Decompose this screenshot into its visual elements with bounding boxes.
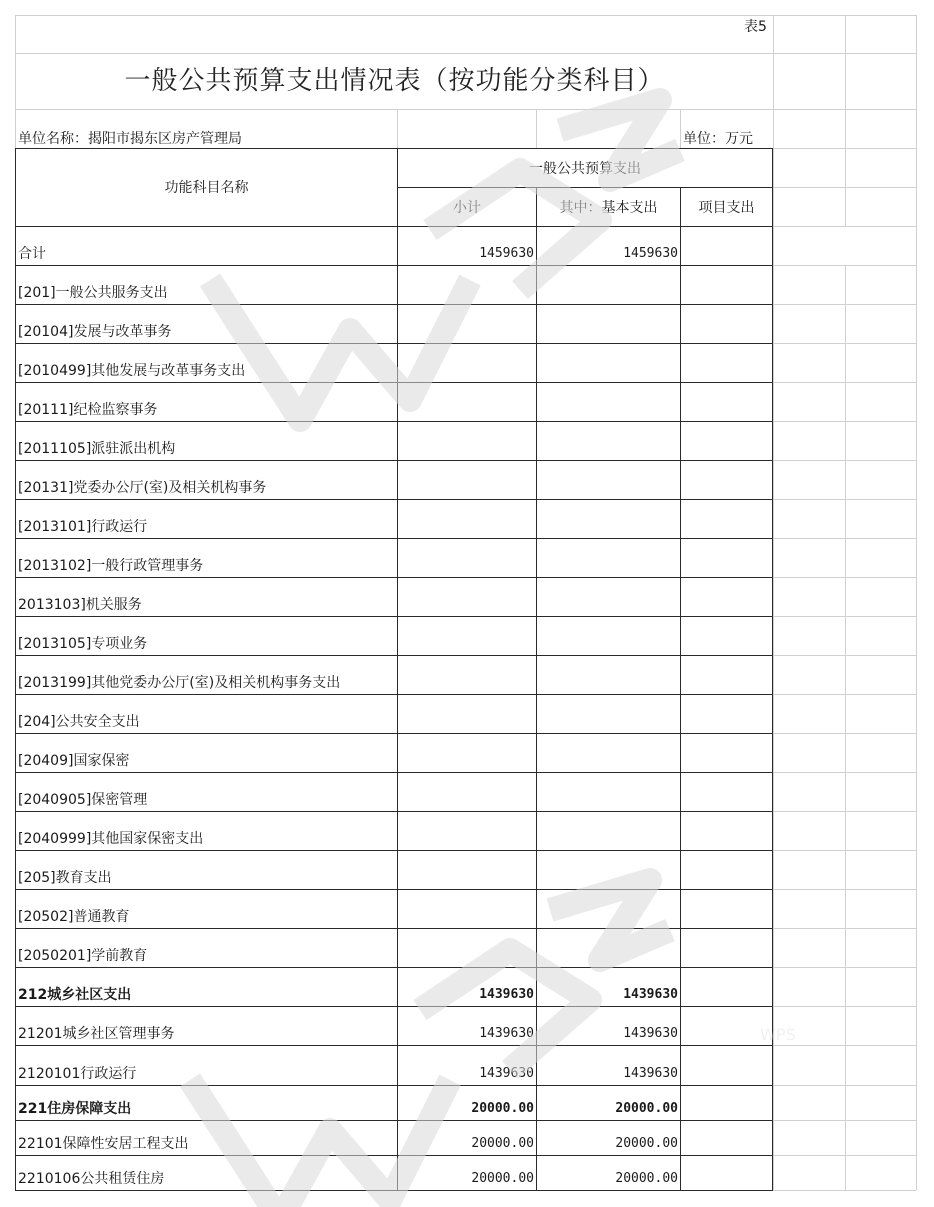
- row-name: [205]教育支出: [18, 870, 112, 886]
- row-border: [15, 967, 773, 968]
- gridline: [536, 109, 537, 149]
- row-border: [15, 1045, 773, 1046]
- row-border: [15, 499, 773, 500]
- row-name: [20502]普通教育: [18, 909, 130, 925]
- gridline: [845, 265, 846, 1190]
- row-border: [15, 1155, 773, 1156]
- row-border: [15, 772, 773, 773]
- table-border: [15, 226, 773, 227]
- row-name: 2210106公共租赁住房: [18, 1171, 165, 1187]
- row-basic: 1439630: [623, 987, 678, 1002]
- row-name: [2050201]学前教育: [18, 948, 148, 964]
- row-border: [15, 265, 773, 266]
- gridline: [773, 1120, 916, 1121]
- row-border: [15, 694, 773, 695]
- gridline: [773, 304, 916, 305]
- row-name: 221住房保障支出: [18, 1101, 132, 1117]
- row-name: [201]一般公共服务支出: [18, 285, 168, 301]
- row-basic: 1459630: [623, 246, 678, 261]
- row-border: [15, 460, 773, 461]
- row-subtotal: 20000.00: [471, 1136, 534, 1151]
- row-subtotal: 1439630: [479, 1026, 534, 1041]
- row-border: [15, 382, 773, 383]
- row-border: [15, 850, 773, 851]
- row-border: [15, 538, 773, 539]
- row-border: [15, 1085, 773, 1086]
- row-basic: 1439630: [623, 1066, 678, 1081]
- header-basic-expenditure: 其中：基本支出: [559, 200, 658, 216]
- row-name: 22101保障性安居工程支出: [18, 1136, 189, 1152]
- row-border: [15, 655, 773, 656]
- row-border: [15, 733, 773, 734]
- gridline: [773, 460, 916, 461]
- header-project-expenditure: 项目支出: [698, 200, 755, 216]
- row-name: [2011105]派驻派出机构: [18, 441, 176, 457]
- row-subtotal: 20000.00: [471, 1171, 534, 1186]
- gridline: [845, 15, 846, 226]
- row-name: [20131]党委办公厅(室)及相关机构事务: [18, 480, 267, 496]
- gridline: [15, 15, 916, 16]
- gridline: [773, 1085, 916, 1086]
- gridline: [773, 811, 916, 812]
- gridline: [397, 109, 398, 149]
- header-budget-group: 一般公共预算支出: [529, 161, 641, 177]
- row-subtotal: 1459630: [479, 246, 534, 261]
- row-name: [2013101]行政运行: [18, 519, 148, 535]
- row-name: 2013103]机关服务: [18, 597, 142, 613]
- gridline: [773, 967, 916, 968]
- gridline: [773, 772, 916, 773]
- row-border: [15, 421, 773, 422]
- row-border: [15, 1120, 773, 1121]
- table-border: [397, 187, 773, 188]
- row-border: [15, 1006, 773, 1007]
- row-border: [15, 811, 773, 812]
- gridline: [916, 15, 917, 1190]
- row-name: [2013105]专项业务: [18, 636, 148, 652]
- unit-label: 单位：万元: [683, 131, 753, 147]
- gridline: [773, 733, 916, 734]
- row-name: 2120101行政运行: [18, 1066, 137, 1082]
- gridline: [773, 850, 916, 851]
- row-name: [2040905]保密管理: [18, 792, 148, 808]
- table-border: [15, 148, 773, 149]
- gridline: [773, 616, 916, 617]
- gridline: [773, 694, 916, 695]
- gridline: [680, 109, 681, 149]
- gridline: [15, 109, 916, 110]
- row-border: [15, 577, 773, 578]
- row-basic: 20000.00: [615, 1101, 678, 1116]
- row-subtotal: 1439630: [479, 1066, 534, 1081]
- row-border: [15, 1190, 773, 1191]
- row-name: [2013199]其他党委办公厅(室)及相关机构事务支出: [18, 675, 341, 691]
- gridline: [773, 226, 916, 227]
- gridline: [773, 1190, 916, 1191]
- row-subtotal: 1439630: [479, 987, 534, 1002]
- watermark-text: WPS: [760, 1025, 796, 1044]
- row-subtotal: 20000.00: [471, 1101, 534, 1116]
- gridline: [773, 1045, 916, 1046]
- row-border: [15, 304, 773, 305]
- gridline: [773, 1155, 916, 1156]
- gridline: [773, 928, 916, 929]
- gridline: [15, 53, 916, 54]
- row-basic: 1439630: [623, 1026, 678, 1041]
- gridline: [773, 538, 916, 539]
- table-number: 表5: [744, 19, 767, 35]
- row-name: 21201城乡社区管理事务: [18, 1026, 175, 1042]
- gridline: [773, 382, 916, 383]
- row-border: [15, 616, 773, 617]
- gridline: [773, 15, 774, 1190]
- row-name: [204]公共安全支出: [18, 714, 140, 730]
- gridline: [773, 577, 916, 578]
- table-border: [680, 187, 681, 1190]
- gridline: [773, 1006, 916, 1007]
- row-name: 212城乡社区支出: [18, 987, 132, 1003]
- row-border: [15, 343, 773, 344]
- row-name: [2013102]一般行政管理事务: [18, 558, 204, 574]
- header-function-name: 功能科目名称: [164, 180, 249, 196]
- gridline: [773, 655, 916, 656]
- row-border: [15, 928, 773, 929]
- gridline: [773, 421, 916, 422]
- row-name: [20104]发展与改革事务: [18, 324, 172, 340]
- page-title: 一般公共预算支出情况表（按功能分类科目）: [124, 66, 665, 96]
- gridline: [773, 889, 916, 890]
- gridline: [773, 343, 916, 344]
- row-name: [2040999]其他国家保密支出: [18, 831, 204, 847]
- header-subtotal: 小计: [453, 200, 481, 216]
- gridline: [773, 499, 916, 500]
- row-name: [20409]国家保密: [18, 753, 130, 769]
- unit-name: 单位名称：揭阳市揭东区房产管理局: [18, 131, 242, 147]
- row-name: [2010499]其他发展与改革事务支出: [18, 363, 246, 379]
- row-border: [15, 889, 773, 890]
- row-name: 合计: [18, 246, 46, 262]
- gridline: [773, 265, 916, 266]
- row-basic: 20000.00: [615, 1171, 678, 1186]
- row-basic: 20000.00: [615, 1136, 678, 1151]
- row-name: [20111]纪检监察事务: [18, 402, 158, 418]
